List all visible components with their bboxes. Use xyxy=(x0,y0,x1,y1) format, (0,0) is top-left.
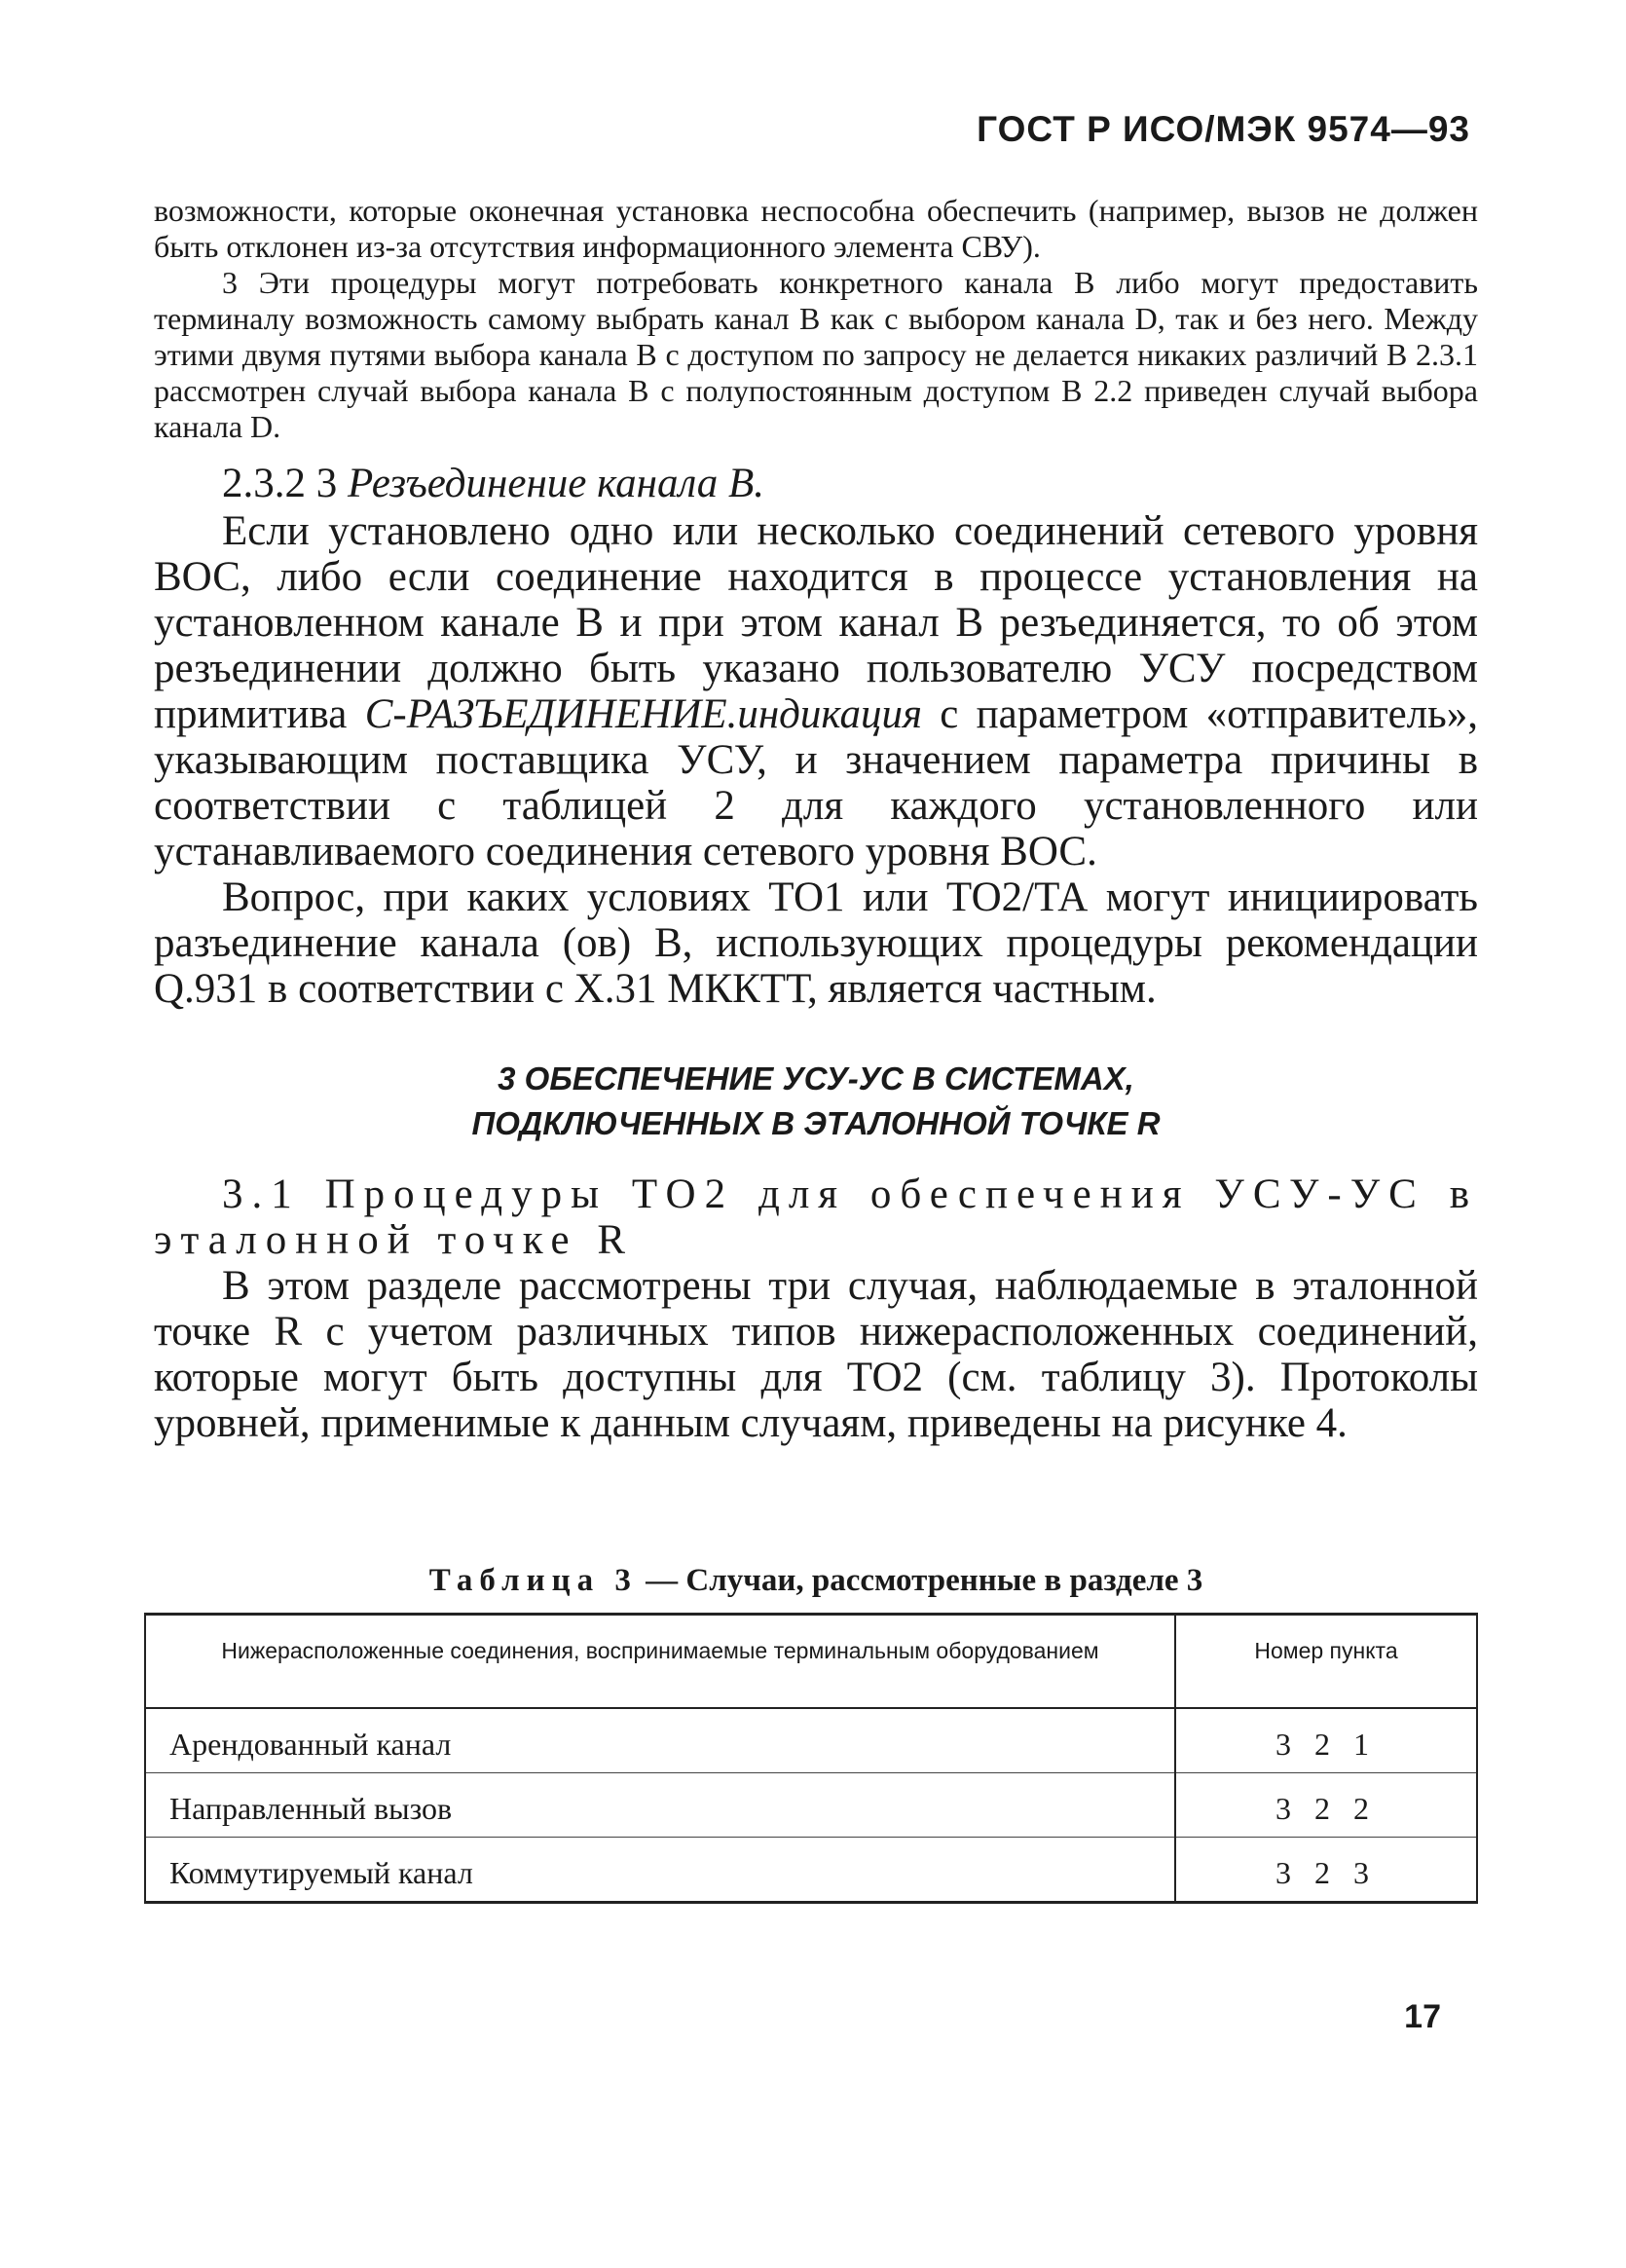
table-header-connections: Нижерасположенные соединения, воспринимаемые терминальным оборудованием xyxy=(145,1615,1175,1709)
table-row xyxy=(145,1773,1477,1838)
document-header: ГОСТ Р ИСО/МЭК 9574—93 xyxy=(977,109,1470,149)
table-caption xyxy=(154,1563,1478,1599)
table-header-row xyxy=(145,1615,1477,1709)
subsection-3-1-heading: 3.1 Процедуры ТО2 для обеспечения УСУ-УС в эталонной точке R xyxy=(154,1171,1478,1263)
section-title-line: ПОДКЛЮЧЕННЫХ В ЭТАЛОННОЙ ТОЧКЕ R xyxy=(471,1105,1161,1141)
paragraph-part: Если установлено одно или несколько соединений сетевого уровня ВОС, либо если соединение находится в процессе установления на установленном канале В и при этом канал В резъединяется, то об этом резъединении должно быть указано пользователю УСУ посредством примитива xyxy=(154,508,1478,737)
table-caption-label: Таблица 3 xyxy=(428,1563,638,1598)
paragraph-question: Вопрос, при каких условиях ТО1 или ТО2/ТА могут инициировать разъединение канала (ов) В, использующих процедуры рекомендации Q.931 в соответствии с Х.31 МККТТ, является частным. xyxy=(154,874,1478,1012)
table-cell-connection: Направленный вызов xyxy=(145,1773,1175,1838)
cases-table xyxy=(144,1613,1478,1904)
section-title-line: 3 ОБЕСПЕЧЕНИЕ УСУ-УС В СИСТЕМАХ, xyxy=(498,1060,1134,1097)
note-3: 3 Эти процедуры могут потребовать конкретного канала В либо могут предоставить терминалу возможность самому выбрать канал В как с выбором канала D, так и без него. Между этими двумя путями выбора канала В с доступом по запросу не делается никаких различий В 2.3.1 рассмотрен случай выбора канала В с полупостоянным доступом В 2.2 приведен случай выбора канала D. xyxy=(154,265,1478,444)
table-cell-number: 3 2 1 xyxy=(1175,1708,1477,1773)
subsection-title: Резъединение канала В. xyxy=(348,461,765,506)
table-cell-connection: Арендованный канал xyxy=(145,1708,1175,1773)
subsection-number: 2.3.2 3 xyxy=(222,461,338,506)
section-3-title xyxy=(154,1057,1478,1146)
page-number: 17 xyxy=(1404,1998,1441,2035)
note-continuation: возможности, которые оконечная установка неспособна обеспечить (например, вызов не должен быть отклонен из-за отсутствия информационного элемента СВУ). xyxy=(154,193,1478,264)
page-content xyxy=(154,193,1478,1904)
table-row xyxy=(145,1708,1477,1773)
table-caption-text: — Случаи, рассмотренные в разделе 3 xyxy=(637,1563,1203,1598)
table-row xyxy=(145,1838,1477,1903)
paragraph-cases: В этом разделе рассмотрены три случая, наблюдаемые в эталонной точке R с учетом различных типов нижерасположенных соединений, которые могут быть доступны для ТО2 (см. таблицу 3). Протоколы уровней, применимые к данным случаям, приведены на рисунке 4. xyxy=(154,1263,1478,1446)
table-cell-number: 3 2 3 xyxy=(1175,1838,1477,1903)
paragraph-disconnection xyxy=(154,508,1478,874)
paragraph-part: с параметром «отправитель», указывающим поставщика УСУ, и значением параметра причины в соответствии с таблицей 2 для каждого установленного или устанавливаемого соединения сетевого уровня ВОС. xyxy=(154,691,1478,874)
subsection-heading xyxy=(154,461,1478,506)
table-cell-number: 3 2 2 xyxy=(1175,1773,1477,1838)
table-cell-connection: Коммутируемый канал xyxy=(145,1838,1175,1903)
table-header-item-number: Номер пункта xyxy=(1175,1615,1477,1709)
primitive-name: С-РАЗЪЕДИНЕНИЕ.индикация xyxy=(364,691,922,737)
